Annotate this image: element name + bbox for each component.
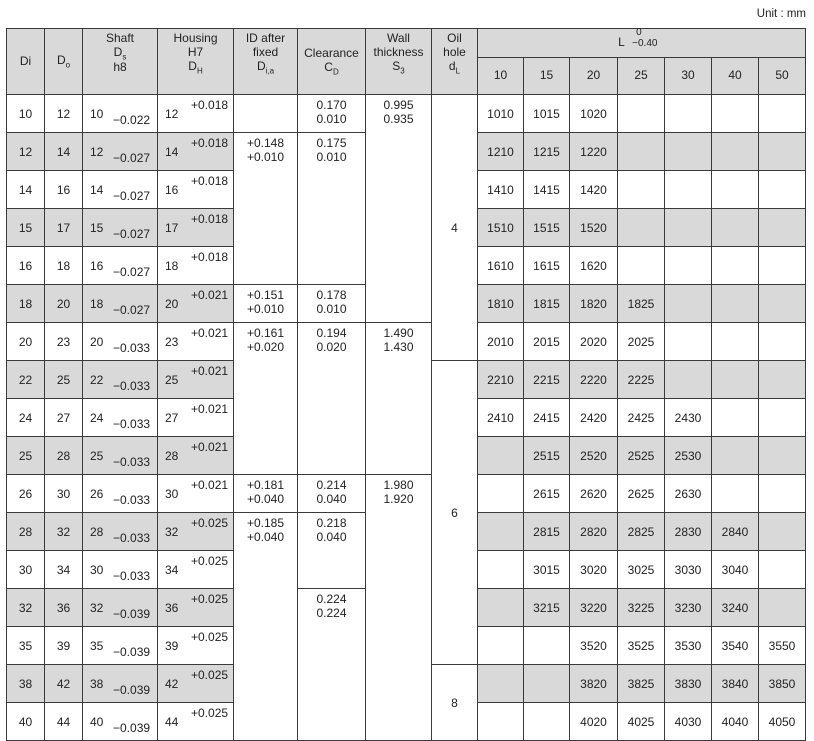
di-cell: 30 <box>7 551 45 589</box>
shaft-cell: 30 −0.033 <box>83 551 158 589</box>
part-number-cell <box>618 209 665 247</box>
part-number-cell: 3530 <box>665 627 712 665</box>
header-length-col: 25 <box>618 58 665 95</box>
part-number-cell <box>759 399 806 437</box>
part-number-cell: 3825 <box>618 665 665 703</box>
part-number-cell: 3550 <box>759 627 806 665</box>
housing-cell: 23 +0.021 <box>158 323 234 361</box>
housing-cell: 14 +0.018 <box>158 133 234 171</box>
di-cell: 12 <box>7 133 45 171</box>
part-number-cell: 1515 <box>524 209 570 247</box>
do-cell: 36 <box>45 589 83 627</box>
part-number-cell <box>712 247 759 285</box>
shaft-cell: 24 −0.033 <box>83 399 158 437</box>
part-number-cell: 3030 <box>665 551 712 589</box>
do-cell: 42 <box>45 665 83 703</box>
housing-cell: 36 +0.025 <box>158 589 234 627</box>
part-number-cell: 2620 <box>570 475 618 513</box>
part-number-cell <box>478 665 524 703</box>
part-number-cell: 3040 <box>712 551 759 589</box>
part-number-cell <box>665 95 712 133</box>
part-number-cell <box>665 361 712 399</box>
part-number-cell <box>478 589 524 627</box>
part-number-cell <box>712 133 759 171</box>
housing-cell: 25 +0.021 <box>158 361 234 399</box>
header-length: L 0 −0.40 <box>478 29 806 58</box>
part-number-cell: 2015 <box>524 323 570 361</box>
part-number-cell <box>665 133 712 171</box>
part-number-cell: 2830 <box>665 513 712 551</box>
header-length-col: 20 <box>570 58 618 95</box>
oil-hole-cell: 6 <box>432 361 478 665</box>
part-number-cell: 2515 <box>524 437 570 475</box>
header-wall-thickness: Wall thickness $S_3$ <box>366 29 432 95</box>
part-number-cell: 4020 <box>570 703 618 741</box>
part-number-cell: 1410 <box>478 171 524 209</box>
id-after-fixed-cell: +0.151 +0.010 <box>234 285 298 323</box>
di-cell: 24 <box>7 399 45 437</box>
part-number-cell <box>712 399 759 437</box>
part-number-cell <box>759 589 806 627</box>
id-after-fixed-cell: +0.148 +0.010 <box>234 133 298 285</box>
clearance-cell: 0.214 0.040 <box>298 475 366 513</box>
table-row <box>7 95 806 133</box>
part-number-cell <box>478 551 524 589</box>
oil-hole-cell: 8 <box>432 665 478 741</box>
header-id-after-fixed: ID after fixed $D_{i,a}$ <box>234 29 298 95</box>
part-number-cell: 2520 <box>570 437 618 475</box>
part-number-cell: 2430 <box>665 399 712 437</box>
di-cell: 14 <box>7 171 45 209</box>
shaft-cell: 16 −0.027 <box>83 247 158 285</box>
housing-cell: 44 +0.025 <box>158 703 234 741</box>
shaft-cell: 40 −0.039 <box>83 703 158 741</box>
part-number-cell <box>665 171 712 209</box>
part-number-cell <box>712 95 759 133</box>
part-number-cell: 2410 <box>478 399 524 437</box>
part-number-cell: 1215 <box>524 133 570 171</box>
id-after-fixed-cell: +0.181 +0.040 <box>234 475 298 513</box>
housing-cell: 34 +0.025 <box>158 551 234 589</box>
header-do: $D_o$ <box>45 29 83 95</box>
clearance-cell: 0.178 0.010 <box>298 285 366 323</box>
header-oil-hole: Oil hole $d_L$ <box>432 29 478 95</box>
housing-cell: 12 +0.018 <box>158 95 234 133</box>
di-cell: 38 <box>7 665 45 703</box>
part-number-cell: 2025 <box>618 323 665 361</box>
part-number-cell: 2415 <box>524 399 570 437</box>
shaft-cell: 18 −0.027 <box>83 285 158 323</box>
part-number-cell <box>712 323 759 361</box>
shaft-cell: 14 −0.027 <box>83 171 158 209</box>
part-number-cell: 3215 <box>524 589 570 627</box>
do-cell: 18 <box>45 247 83 285</box>
part-number-cell: 3220 <box>570 589 618 627</box>
part-number-cell: 2220 <box>570 361 618 399</box>
id-after-fixed-cell <box>234 95 298 133</box>
part-number-cell: 3850 <box>759 665 806 703</box>
part-number-cell: 2420 <box>570 399 618 437</box>
do-cell: 12 <box>45 95 83 133</box>
di-cell: 28 <box>7 513 45 551</box>
part-number-cell: 4030 <box>665 703 712 741</box>
wall-thickness-cell: 0.995 0.935 <box>366 95 432 323</box>
part-number-cell: 1610 <box>478 247 524 285</box>
id-after-fixed-cell: +0.161 +0.020 <box>234 323 298 475</box>
part-number-cell: 1620 <box>570 247 618 285</box>
shaft-cell: 38 −0.039 <box>83 665 158 703</box>
table-row <box>7 475 806 513</box>
part-number-cell <box>524 627 570 665</box>
housing-cell: 27 +0.021 <box>158 399 234 437</box>
di-cell: 18 <box>7 285 45 323</box>
part-number-cell <box>712 475 759 513</box>
di-cell: 35 <box>7 627 45 665</box>
di-cell: 26 <box>7 475 45 513</box>
part-number-cell <box>524 703 570 741</box>
part-number-cell: 1510 <box>478 209 524 247</box>
housing-cell: 16 +0.018 <box>158 171 234 209</box>
clearance-cell: 0.175 0.010 <box>298 133 366 285</box>
do-cell: 17 <box>45 209 83 247</box>
di-cell: 16 <box>7 247 45 285</box>
clearance-cell: 0.194 0.020 <box>298 323 366 475</box>
part-number-cell: 2615 <box>524 475 570 513</box>
header-housing: Housing H7 $D_H$ <box>158 29 234 95</box>
part-number-cell: 4040 <box>712 703 759 741</box>
part-number-cell <box>478 703 524 741</box>
housing-cell: 28 +0.021 <box>158 437 234 475</box>
part-number-cell <box>524 665 570 703</box>
part-number-cell <box>759 551 806 589</box>
part-number-cell: 2825 <box>618 513 665 551</box>
part-number-cell: 1615 <box>524 247 570 285</box>
shaft-cell: 20 −0.033 <box>83 323 158 361</box>
part-number-cell <box>759 209 806 247</box>
do-cell: 20 <box>45 285 83 323</box>
part-number-cell: 3015 <box>524 551 570 589</box>
part-number-cell <box>712 361 759 399</box>
do-cell: 25 <box>45 361 83 399</box>
part-number-cell: 2840 <box>712 513 759 551</box>
part-number-cell <box>712 437 759 475</box>
part-number-cell: 2215 <box>524 361 570 399</box>
do-cell: 32 <box>45 513 83 551</box>
part-number-cell: 1420 <box>570 171 618 209</box>
part-number-cell <box>712 209 759 247</box>
do-cell: 44 <box>45 703 83 741</box>
shaft-cell: 25 −0.033 <box>83 437 158 475</box>
shaft-cell: 22 −0.033 <box>83 361 158 399</box>
di-cell: 15 <box>7 209 45 247</box>
part-number-cell <box>618 247 665 285</box>
part-number-cell: 2625 <box>618 475 665 513</box>
housing-cell: 18 +0.018 <box>158 247 234 285</box>
part-number-cell: 3830 <box>665 665 712 703</box>
part-number-cell: 1520 <box>570 209 618 247</box>
part-number-cell <box>759 513 806 551</box>
part-number-cell <box>759 361 806 399</box>
part-number-cell: 1020 <box>570 95 618 133</box>
part-number-cell: 1015 <box>524 95 570 133</box>
part-number-cell: 4050 <box>759 703 806 741</box>
part-number-cell: 3525 <box>618 627 665 665</box>
part-number-cell <box>618 95 665 133</box>
do-cell: 14 <box>45 133 83 171</box>
header-length-col: 10 <box>478 58 524 95</box>
part-number-cell <box>759 133 806 171</box>
part-number-cell: 3025 <box>618 551 665 589</box>
shaft-cell: 15 −0.027 <box>83 209 158 247</box>
part-number-cell <box>618 171 665 209</box>
part-number-cell <box>665 285 712 323</box>
table-row <box>7 323 806 361</box>
header-length-col: 50 <box>759 58 806 95</box>
part-number-cell: 2020 <box>570 323 618 361</box>
wall-thickness-cell: 1.980 1.920 <box>366 475 432 741</box>
part-number-cell: 3020 <box>570 551 618 589</box>
part-number-cell <box>665 209 712 247</box>
header-clearance: Clearance $C_D$ <box>298 29 366 95</box>
part-number-cell: 1820 <box>570 285 618 323</box>
part-number-cell: 3540 <box>712 627 759 665</box>
clearance-cell: 0.218 0.040 <box>298 513 366 589</box>
part-number-cell <box>759 437 806 475</box>
header-length-col: 40 <box>712 58 759 95</box>
part-number-cell: 4025 <box>618 703 665 741</box>
do-cell: 30 <box>45 475 83 513</box>
do-cell: 16 <box>45 171 83 209</box>
part-number-cell <box>712 285 759 323</box>
do-cell: 28 <box>45 437 83 475</box>
oil-hole-cell: 4 <box>432 95 478 361</box>
shaft-cell: 35 −0.039 <box>83 627 158 665</box>
di-cell: 10 <box>7 95 45 133</box>
part-number-cell <box>712 171 759 209</box>
do-cell: 39 <box>45 627 83 665</box>
id-after-fixed-cell: +0.185 +0.040 <box>234 513 298 741</box>
header-di: Di <box>7 29 45 95</box>
di-cell: 40 <box>7 703 45 741</box>
part-number-cell: 2525 <box>618 437 665 475</box>
header-length-col: 15 <box>524 58 570 95</box>
part-number-cell: 1825 <box>618 285 665 323</box>
part-number-cell <box>478 437 524 475</box>
part-number-cell: 1810 <box>478 285 524 323</box>
shaft-cell: 28 −0.033 <box>83 513 158 551</box>
part-number-cell <box>759 95 806 133</box>
part-number-cell <box>478 513 524 551</box>
part-number-cell: 2210 <box>478 361 524 399</box>
part-number-cell: 3225 <box>618 589 665 627</box>
do-cell: 27 <box>45 399 83 437</box>
di-cell: 22 <box>7 361 45 399</box>
housing-cell: 30 +0.021 <box>158 475 234 513</box>
do-cell: 34 <box>45 551 83 589</box>
part-number-cell <box>665 247 712 285</box>
part-number-cell: 2820 <box>570 513 618 551</box>
part-number-cell: 1415 <box>524 171 570 209</box>
housing-cell: 17 +0.018 <box>158 209 234 247</box>
housing-cell: 20 +0.021 <box>158 285 234 323</box>
part-number-cell <box>759 171 806 209</box>
shaft-cell: 32 −0.039 <box>83 589 158 627</box>
housing-cell: 32 +0.025 <box>158 513 234 551</box>
unit-label: Unit : mm <box>756 8 806 20</box>
part-number-cell: 3820 <box>570 665 618 703</box>
shaft-cell: 26 −0.033 <box>83 475 158 513</box>
part-number-cell: 1010 <box>478 95 524 133</box>
header-shaft: Shaft $D_s$ h8 <box>83 29 158 95</box>
part-number-cell: 1220 <box>570 133 618 171</box>
part-number-cell: 3240 <box>712 589 759 627</box>
bushing-dimension-table <box>6 28 806 741</box>
header-length-col: 30 <box>665 58 712 95</box>
di-cell: 20 <box>7 323 45 361</box>
part-number-cell: 2815 <box>524 513 570 551</box>
part-number-cell: 2530 <box>665 437 712 475</box>
part-number-cell: 2425 <box>618 399 665 437</box>
part-number-cell: 3520 <box>570 627 618 665</box>
wall-thickness-cell: 1.490 1.430 <box>366 323 432 475</box>
do-cell: 23 <box>45 323 83 361</box>
part-number-cell: 3230 <box>665 589 712 627</box>
clearance-cell: 0.170 0.010 <box>298 95 366 133</box>
part-number-cell <box>759 285 806 323</box>
di-cell: 25 <box>7 437 45 475</box>
part-number-cell <box>478 627 524 665</box>
housing-cell: 42 +0.025 <box>158 665 234 703</box>
part-number-cell <box>759 323 806 361</box>
part-number-cell: 1815 <box>524 285 570 323</box>
part-number-cell <box>665 323 712 361</box>
part-number-cell: 2010 <box>478 323 524 361</box>
shaft-cell: 10 −0.022 <box>83 95 158 133</box>
part-number-cell <box>759 247 806 285</box>
part-number-cell: 2630 <box>665 475 712 513</box>
part-number-cell <box>759 475 806 513</box>
part-number-cell: 1210 <box>478 133 524 171</box>
clearance-cell: 0.224 0.224 <box>298 589 366 741</box>
di-cell: 32 <box>7 589 45 627</box>
part-number-cell <box>618 133 665 171</box>
part-number-cell <box>478 475 524 513</box>
shaft-cell: 12 −0.027 <box>83 133 158 171</box>
part-number-cell: 2225 <box>618 361 665 399</box>
housing-cell: 39 +0.025 <box>158 627 234 665</box>
part-number-cell: 3840 <box>712 665 759 703</box>
